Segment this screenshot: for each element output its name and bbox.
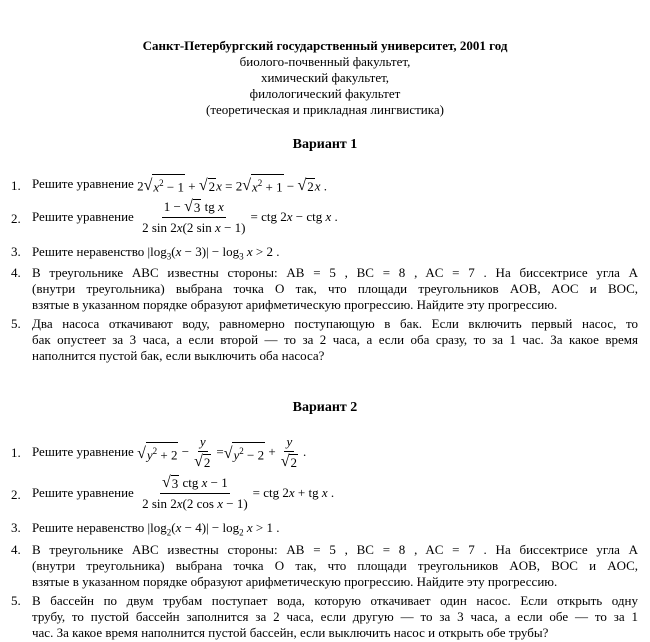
v2-problem-1-equation: √ $y^2 + 2$ − y √ 2 = √ $y^2 - 2$ + y √ 2 . [137,434,307,470]
v1-problem-3-inequality: $|\log_3(x - 3)| - \log_3 x > 2$ . [147,244,280,262]
variant-1-title: Вариант 1 [292,137,358,152]
v2-problem-3-text: Решите неравенство [32,520,145,535]
v2-problem-5-line-2: трубу, то пустой бассейн заполнится за 2 часа, если другую — то за 3 часа, а если обе — то за 1 [32,609,638,624]
v2-problem-5-number: 5. [11,593,21,608]
v2-problem-1 [32,434,306,470]
v1-problem-4-line-2: (внутри треугольника) выбрана точка O так, что площади треугольников AOB, AOC и BOC, [32,281,638,296]
v2-problem-2: Решите уравнение √ 3 ctg x − 1 2 sin 2x(2 cos x − 1) = ctg 2x + tg x . [32,474,335,511]
faculty-line-3: филологический факультет [249,86,401,101]
variant-2-title: Вариант 2 [292,400,358,415]
faculty-line-4: (теоретическая и прикладная лингвистика) [206,102,444,117]
v1-problem-5-line-3: наполнится пустой бак, если выключить оба насоса? [32,348,325,363]
v2-problem-5-line-3: час. За какое время наполнится пустой бассейн, если выключить насос и открыть обе трубы? [32,625,549,640]
v1-problem-2-fraction: 1 − √ 3 tg x 2 sin 2x(2 sin x − 1) [142,198,246,235]
v1-problem-3-number: 3. [11,244,21,259]
v2-problem-1-number: 1. [11,445,21,460]
v2-problem-3-number: 3. [11,520,21,535]
v1-problem-1-equation: 2 √ $x^2 - 1$ + √ 2 x = 2 √ $x^2 + 1$ − √ 2 x . [137,174,327,194]
v1-problem-4-number: 4. [11,265,21,280]
v2-problem-2-text: Решите уравнение [32,485,134,500]
university-title: Санкт-Петербургский государственный университет, 2001 год [142,38,508,53]
v1-problem-3 [32,244,279,262]
faculty-line-2: химический факультет, [260,70,390,85]
v2-problem-3-inequality: $|\log_2(x - 4)| - \log_2 x > 1$ . [147,520,280,538]
v2-problem-5-line-1: В бассейн по двум трубам поступает вода, которую откачивает один насос. Если открыть одну [32,593,638,608]
v1-problem-1-number: 1. [11,178,21,193]
v1-problem-5-number: 5. [11,316,21,331]
v2-problem-3 [32,520,279,538]
v2-problem-4-line-2: (внутри треугольника) выбрана точка O так, что площади треугольников AOB, BOC и AOC, [32,558,638,573]
v2-problem-4-number: 4. [11,542,21,557]
v1-problem-2-text: Решите уравнение [32,209,134,224]
v2-problem-4-line-3: взятые в указанном порядке образуют арифметическую прогрессию. Найдите эту прогрессию. [32,574,558,589]
v2-problem-2-fraction: √ 3 ctg x − 1 2 sin 2x(2 cos x − 1) [142,474,248,511]
v2-problem-4-line-1: В треугольнике ABC известны стороны: AB = 5 , BC = 8 , AC = 7 . На биссектрисе угла A [32,542,638,557]
v1-problem-4-line-1: В треугольнике ABC известны стороны: AB = 5 , BC = 8 , AC = 7 . На биссектрисе угла A [32,265,638,280]
v1-problem-2-number: 2. [11,211,21,226]
v1-problem-1 [32,174,327,194]
v2-problem-2-number: 2. [11,487,21,502]
v2-problem-1-text: Решите уравнение [32,444,134,459]
faculty-line-1: биолого-почвенный факультет, [239,54,411,69]
v1-problem-5-line-1: Два насоса откачивают воду, равномерно поступающую в бак. Если включить первый насос, то [32,316,638,331]
v1-problem-1-text: Решите уравнение [32,176,134,192]
v1-problem-2: Решите уравнение 1 − √ 3 tg x 2 sin 2x(2 sin x − 1) = ctg 2x − ctg x . [32,198,338,235]
v1-problem-5-line-2: бак опустеет за 3 часа, а если второй — то за 2 часа, а если оба сразу, то за 1 час. За какое время [32,332,638,347]
v1-problem-3-text: Решите неравенство [32,244,145,259]
v1-problem-4-line-3: взятые в указанном порядке образуют арифметическую прогрессию. Найдите эту прогрессию. [32,297,558,312]
